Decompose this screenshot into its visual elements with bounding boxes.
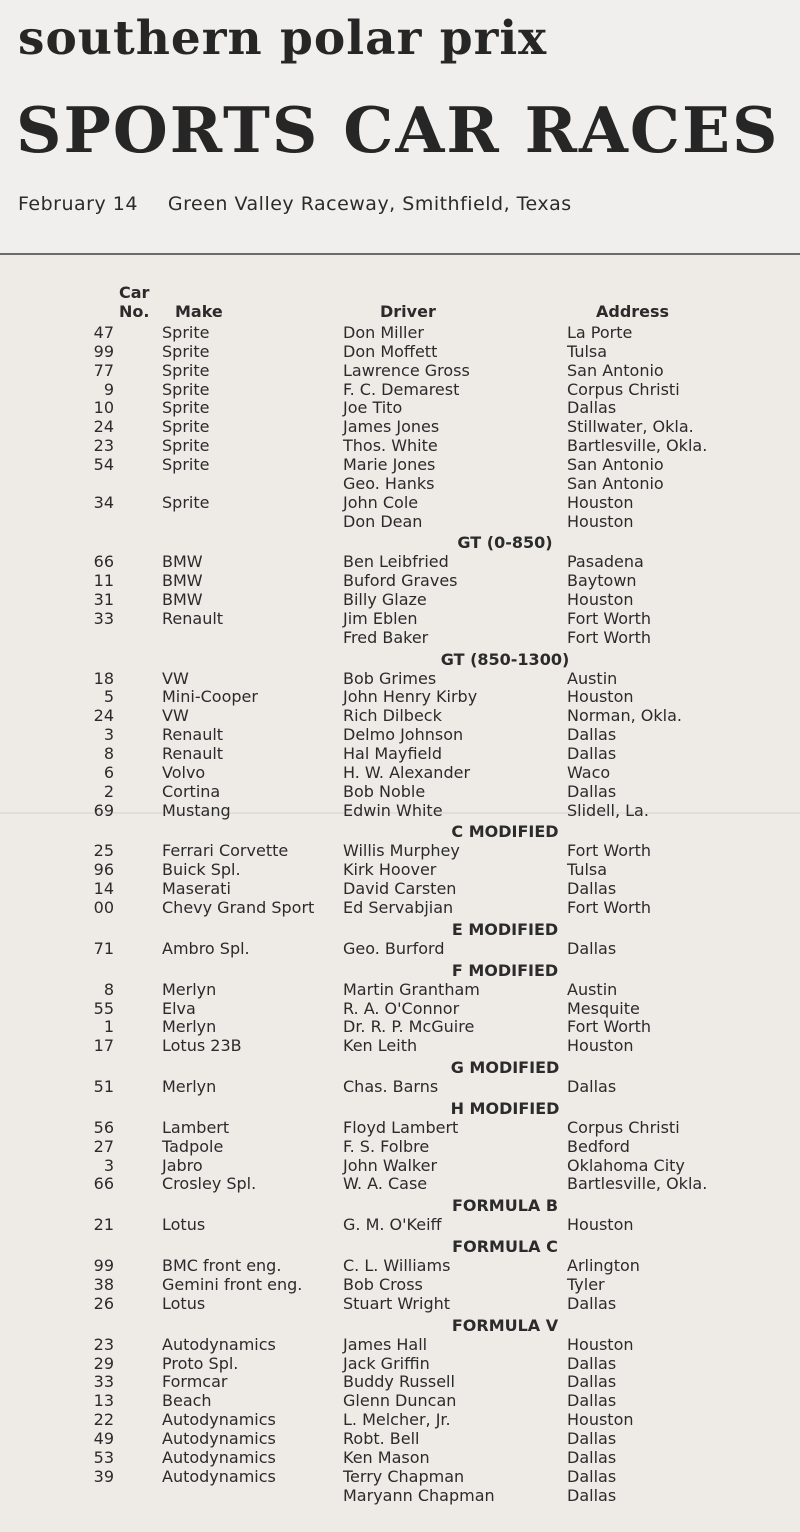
class-heading: E MODIFIED (451, 919, 559, 939)
car-make: Crosley Spl. (162, 1174, 257, 1194)
entry-row (0, 609, 800, 628)
driver-name: Stuart Wright (343, 1293, 451, 1313)
car-number: 14 (93, 879, 114, 899)
entry-row (0, 669, 800, 688)
car-make: Sprite (162, 417, 210, 437)
car-number: 23 (93, 1334, 114, 1354)
driver-address: Dallas (567, 398, 617, 418)
driver-address: Tulsa (567, 341, 608, 361)
driver-name: Ken Mason (343, 1447, 430, 1467)
driver-address: Houston (567, 1036, 634, 1056)
driver-address: Arlington (567, 1256, 640, 1276)
driver-name: Lawrence Gross (343, 360, 470, 380)
class-heading: F MODIFIED (451, 960, 559, 980)
driver-name: Maryann Chapman (343, 1485, 495, 1505)
car-make: Lotus (162, 1293, 206, 1313)
driver-name: Don Dean (343, 511, 423, 531)
entry-row (0, 1256, 800, 1275)
class-heading: FORMULA V (451, 1315, 559, 1335)
driver-name: Glenn Duncan (343, 1391, 457, 1411)
driver-name: Terry Chapman (343, 1466, 465, 1486)
car-make: BMW (162, 571, 203, 591)
driver-address: Austin (567, 668, 618, 688)
car-make: Ambro Spl. (162, 938, 250, 958)
class-heading: FORMULA B (451, 1196, 559, 1216)
car-number: 29 (93, 1353, 114, 1373)
car-number: 11 (93, 571, 114, 591)
car-make: Mini-Cooper (162, 687, 258, 707)
entry-row (0, 1215, 800, 1234)
class-heading: GT (850-1300) (440, 649, 570, 669)
driver-address: Pasadena (567, 552, 644, 572)
car-make: VW (162, 706, 189, 726)
entry-row (0, 1118, 800, 1137)
entry-row (0, 436, 800, 455)
driver-name: F. S. Folbre (343, 1136, 430, 1156)
entry-row (0, 879, 800, 898)
car-number: 13 (93, 1391, 114, 1411)
car-number: 96 (93, 860, 114, 880)
driver-name: Billy Glaze (343, 590, 427, 610)
car-number: 33 (93, 1372, 114, 1392)
car-make: Sprite (162, 492, 210, 512)
car-number: 10 (93, 398, 114, 418)
driver-address: San Antonio (567, 454, 664, 474)
driver-address: Fort Worth (567, 841, 652, 861)
driver-name: Chas. Barns (343, 1077, 439, 1097)
entry-row (0, 380, 800, 399)
driver-name: Dr. R. P. McGuire (343, 1017, 475, 1037)
class-heading: FORMULA C (452, 1237, 558, 1257)
entry-row (0, 571, 800, 590)
entry-row (0, 763, 800, 782)
entry-row (0, 493, 800, 512)
driver-name: Buddy Russell (343, 1372, 455, 1392)
col-make: Make (175, 302, 223, 321)
event-date-line (18, 191, 572, 217)
entry-row (0, 1486, 800, 1505)
driver-address: Stillwater, Okla. (567, 417, 694, 437)
driver-address: Dallas (567, 781, 617, 801)
entry-row (0, 744, 800, 763)
driver-name: H. W. Alexander (343, 762, 471, 782)
driver-name: John Cole (343, 492, 419, 512)
driver-address: Bedford (567, 1136, 630, 1156)
car-number: 6 (103, 762, 114, 782)
class-heading: G MODIFIED (450, 1058, 560, 1078)
driver-address: Dallas (567, 1391, 617, 1411)
entry-row (0, 417, 800, 436)
entry-row (0, 1077, 800, 1096)
entry-row (0, 687, 800, 706)
entry-row (0, 782, 800, 801)
driver-address: Dallas (567, 1372, 617, 1392)
driver-address: Houston (567, 687, 634, 707)
car-make: Autodynamics (162, 1466, 276, 1486)
entry-row (0, 801, 800, 820)
car-number: 51 (93, 1077, 114, 1097)
driver-name: Thos. White (343, 436, 438, 456)
car-number: 17 (93, 1036, 114, 1056)
driver-address: Houston (567, 590, 634, 610)
driver-name: John Henry Kirby (343, 687, 478, 707)
car-make: Sprite (162, 398, 210, 418)
car-number: 18 (93, 668, 114, 688)
car-make: Sprite (162, 379, 210, 399)
driver-name: Marie Jones (343, 454, 436, 474)
entry-row (0, 898, 800, 917)
driver-address: Dallas (567, 1466, 617, 1486)
car-make: BMW (162, 552, 203, 572)
driver-address: Bartlesville, Okla. (567, 1174, 708, 1194)
car-make: Ferrari Corvette (162, 841, 289, 861)
entry-row (0, 512, 800, 531)
entry-row (0, 552, 800, 571)
entry-row (0, 1174, 800, 1193)
car-number: 66 (93, 552, 114, 572)
entry-row (0, 398, 800, 417)
entry-row (0, 1335, 800, 1354)
car-make: VW (162, 668, 189, 688)
car-number: 31 (93, 590, 114, 610)
car-make: Lotus 23B (162, 1036, 242, 1056)
driver-name: James Jones (343, 417, 440, 437)
driver-address: Dallas (567, 938, 617, 958)
driver-name: Bob Grimes (343, 668, 437, 688)
car-number: 56 (93, 1117, 114, 1137)
car-number: 69 (93, 800, 114, 820)
driver-address: Houston (567, 1215, 634, 1235)
driver-address: Dallas (567, 1428, 617, 1448)
entry-row (0, 361, 800, 380)
driver-address: Oklahoma City (567, 1155, 685, 1175)
driver-name: L. Melcher, Jr. (343, 1410, 451, 1430)
driver-address: Fort Worth (567, 897, 652, 917)
entry-row (0, 939, 800, 958)
entry-row (0, 1017, 800, 1036)
car-number: 8 (103, 744, 114, 763)
entry-row (0, 980, 800, 999)
car-number: 66 (93, 1174, 114, 1194)
driver-name: Joe Tito (343, 398, 403, 418)
car-number: 71 (93, 938, 114, 958)
entry-row (0, 1156, 800, 1175)
entry-row (0, 474, 800, 493)
driver-name: Don Moffett (343, 341, 438, 361)
car-number: 9 (103, 379, 114, 399)
entry-row (0, 323, 800, 342)
entry-row (0, 1036, 800, 1055)
driver-address: Fort Worth (567, 608, 652, 628)
car-number: 1 (103, 1017, 114, 1037)
car-make: Merlyn (162, 1077, 217, 1097)
driver-name: Jack Griffin (343, 1353, 430, 1373)
driver-name: Rich Dilbeck (343, 706, 442, 726)
driver-address: Dallas (567, 1447, 617, 1467)
car-make: Elva (162, 998, 196, 1018)
event-date: February 14 (18, 193, 138, 215)
car-make: BMW (162, 590, 203, 610)
driver-address: Tulsa (567, 860, 608, 880)
car-number: 3 (103, 1155, 114, 1175)
car-number: 24 (93, 706, 114, 726)
entry-row (0, 999, 800, 1018)
driver-name: Ben Leibfried (343, 552, 449, 572)
driver-address: Fort Worth (567, 1017, 652, 1037)
car-number: 47 (93, 323, 114, 342)
car-make: Proto Spl. (162, 1353, 239, 1373)
car-number: 39 (93, 1466, 114, 1486)
car-number: 8 (103, 979, 114, 999)
entry-row (0, 1372, 800, 1391)
car-make: Buick Spl. (162, 860, 241, 880)
car-number: 49 (93, 1428, 114, 1448)
entry-row (0, 841, 800, 860)
entry-row (0, 1275, 800, 1294)
car-make: Formcar (162, 1372, 228, 1392)
driver-name: Geo. Hanks (343, 473, 435, 493)
entry-row (0, 1429, 800, 1448)
class-heading: GT (0-850) (457, 533, 553, 553)
driver-address: Houston (567, 1410, 634, 1430)
driver-address: Dallas (567, 744, 617, 763)
car-make: Sprite (162, 323, 210, 342)
event-title: SPORTS CAR RACES (16, 93, 780, 167)
car-make: Mustang (162, 800, 231, 820)
driver-name: Edwin White (343, 800, 443, 820)
driver-name: G. M. O'Keiff (343, 1215, 442, 1235)
driver-address: Dallas (567, 1353, 617, 1373)
entry-row (0, 1294, 800, 1313)
driver-address: Norman, Okla. (567, 706, 682, 726)
car-make: Autodynamics (162, 1428, 276, 1448)
driver-name: Bob Noble (343, 781, 426, 801)
driver-name: Buford Graves (343, 571, 458, 591)
car-make: Sprite (162, 341, 210, 361)
driver-address: Mesquite (567, 998, 640, 1018)
driver-name: Willis Murphey (343, 841, 460, 861)
car-number: 5 (103, 687, 114, 707)
driver-name: Ed Servabjian (343, 897, 454, 917)
entry-row (0, 455, 800, 474)
driver-name: Hal Mayfield (343, 744, 442, 763)
car-number: 33 (93, 608, 114, 628)
program-header (0, 0, 800, 255)
driver-name: John Walker (343, 1155, 438, 1175)
event-venue: Green Valley Raceway, Smithfield, Texas (167, 193, 572, 215)
car-make: Tadpole (162, 1136, 224, 1156)
car-make: Lambert (162, 1117, 230, 1137)
car-number: 99 (93, 341, 114, 361)
car-make: Renault (162, 725, 224, 745)
driver-address: La Porte (567, 323, 633, 342)
car-number: 99 (93, 1256, 114, 1276)
driver-name: James Hall (343, 1334, 428, 1354)
driver-name: Delmo Johnson (343, 725, 464, 745)
driver-address: Dallas (567, 725, 617, 745)
driver-name: Robt. Bell (343, 1428, 420, 1448)
col-address: Address (596, 302, 670, 321)
car-make: Autodynamics (162, 1410, 276, 1430)
car-number: 53 (93, 1447, 114, 1467)
class-heading: C MODIFIED (451, 822, 559, 842)
class-heading: H MODIFIED (450, 1098, 560, 1118)
car-number: 38 (93, 1275, 114, 1294)
driver-address: Corpus Christi (567, 379, 680, 399)
driver-name: Bob Cross (343, 1275, 423, 1294)
driver-name: Geo. Burford (343, 938, 445, 958)
driver-address: Corpus Christi (567, 1117, 680, 1137)
car-make: Jabro (162, 1155, 203, 1175)
car-make: Cortina (162, 781, 221, 801)
entry-row (0, 1467, 800, 1486)
entry-row (0, 342, 800, 361)
driver-address: Fort Worth (567, 627, 652, 647)
driver-name: Martin Grantham (343, 979, 480, 999)
car-number: 24 (93, 417, 114, 437)
car-make: Renault (162, 608, 224, 628)
driver-address: Baytown (567, 571, 637, 591)
entry-row (0, 725, 800, 744)
driver-address: Dallas (567, 1485, 617, 1505)
entry-row (0, 590, 800, 609)
driver-address: Tyler (567, 1275, 605, 1294)
car-number: 34 (93, 492, 114, 512)
driver-address: San Antonio (567, 360, 664, 380)
driver-name: Fred Baker (343, 627, 429, 647)
car-make: Merlyn (162, 979, 217, 999)
driver-name: W. A. Case (343, 1174, 428, 1194)
entry-row (0, 1391, 800, 1410)
driver-name: Don Miller (343, 323, 424, 342)
car-number: 2 (103, 781, 114, 801)
driver-address: Houston (567, 511, 634, 531)
driver-address: Austin (567, 979, 618, 999)
entry-row (0, 860, 800, 879)
driver-address: Dallas (567, 1293, 617, 1313)
car-make: Sprite (162, 360, 210, 380)
car-make: Sprite (162, 454, 210, 474)
driver-address: Dallas (567, 1077, 617, 1097)
car-make: Merlyn (162, 1017, 217, 1037)
driver-name: F. C. Demarest (343, 379, 460, 399)
col-car-no-line1: Car (119, 283, 150, 302)
driver-address: Slidell, La. (567, 800, 649, 820)
driver-address: San Antonio (567, 473, 664, 493)
car-make: Volvo (162, 762, 206, 782)
event-name: southern polar prix (18, 11, 548, 66)
entry-row (0, 706, 800, 725)
car-number: 3 (103, 725, 114, 745)
driver-name: C. L. Williams (343, 1256, 451, 1276)
driver-name: Ken Leith (343, 1036, 418, 1056)
car-make: Lotus (162, 1215, 206, 1235)
car-make: Gemini front eng. (162, 1275, 303, 1294)
car-make: Autodynamics (162, 1334, 276, 1354)
driver-address: Houston (567, 492, 634, 512)
car-make: Chevy Grand Sport (162, 897, 315, 917)
car-number: 26 (93, 1293, 114, 1313)
car-number: 22 (93, 1410, 114, 1430)
car-make: BMC front eng. (162, 1256, 282, 1276)
col-car-no-line2: No. (119, 302, 150, 321)
driver-address: Dallas (567, 879, 617, 899)
car-number: 23 (93, 436, 114, 456)
entry-row (0, 1354, 800, 1373)
car-number: 55 (93, 998, 114, 1018)
car-number: 21 (93, 1215, 114, 1235)
entry-row (0, 1448, 800, 1467)
driver-name: R. A. O'Connor (343, 998, 460, 1018)
car-number: 25 (93, 841, 114, 861)
col-driver: Driver (380, 302, 436, 321)
entry-row (0, 1410, 800, 1429)
driver-address: Waco (567, 762, 611, 782)
car-make: Sprite (162, 436, 210, 456)
car-number: 27 (93, 1136, 114, 1156)
driver-name: Kirk Hoover (343, 860, 437, 880)
car-number: 00 (93, 897, 114, 917)
car-number: 77 (93, 360, 114, 380)
driver-address: Bartlesville, Okla. (567, 436, 708, 456)
driver-name: David Carsten (343, 879, 457, 899)
car-make: Maserati (162, 879, 231, 899)
car-number: 54 (93, 454, 114, 474)
entry-row (0, 1137, 800, 1156)
entry-row (0, 628, 800, 647)
driver-address: Houston (567, 1334, 634, 1354)
car-make: Renault (162, 744, 224, 763)
car-make: Beach (162, 1391, 212, 1411)
car-make: Autodynamics (162, 1447, 276, 1467)
driver-name: Floyd Lambert (343, 1117, 459, 1137)
driver-name: Jim Eblen (343, 608, 418, 628)
